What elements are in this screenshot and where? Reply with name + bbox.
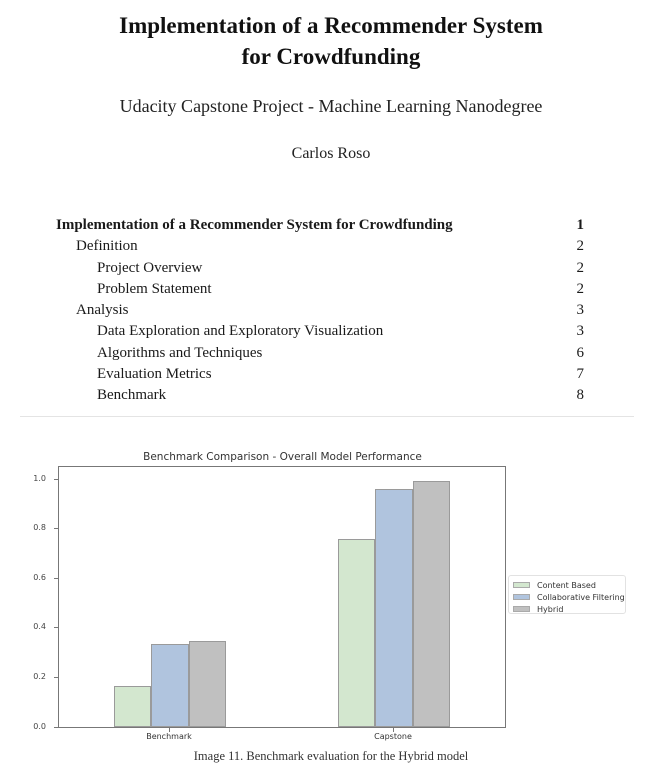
bar-benchmark-content-based xyxy=(114,686,151,727)
toc-entry-label: Evaluation Metrics xyxy=(97,366,212,383)
bar-capstone-content-based xyxy=(338,539,375,727)
title-line-2: for Crowdfunding xyxy=(241,44,421,69)
bar-capstone-collaborative-filtering xyxy=(375,489,413,727)
toc-entry[interactable] xyxy=(56,300,590,321)
toc-entry[interactable] xyxy=(56,258,590,279)
toc-entry-page: 3 xyxy=(576,302,584,319)
toc-entry-label: Problem Statement xyxy=(97,280,212,297)
legend-label: Hybrid xyxy=(537,604,564,614)
toc-entry-label: Analysis xyxy=(76,302,129,319)
legend-label: Content Based xyxy=(537,580,596,590)
legend-item-hybrid xyxy=(513,603,625,615)
toc-entry-label: Implementation of a Recommender System for Crowdfunding xyxy=(56,217,453,233)
toc-entry-page: 1 xyxy=(576,217,584,233)
toc-entry[interactable] xyxy=(56,236,590,257)
toc-entry-page: 2 xyxy=(576,238,584,255)
toc-entry-label: Definition xyxy=(76,238,138,255)
page-divider xyxy=(20,416,634,417)
y-tick-label: 0.4 xyxy=(33,622,46,631)
y-tick-label: 0.8 xyxy=(33,523,46,532)
toc-entry-label: Project Overview xyxy=(97,259,203,276)
document-title xyxy=(0,10,662,72)
toc-entry-label: Algorithms and Techniques xyxy=(97,344,263,361)
figure-caption: Image 11. Benchmark evaluation for the Hybrid model xyxy=(193,749,469,763)
chart-legend xyxy=(508,575,626,614)
chart-title: Benchmark Comparison - Overall Model Performance xyxy=(143,451,422,463)
toc-entry-page: 2 xyxy=(576,259,584,276)
toc-entry-page: 8 xyxy=(576,387,584,404)
toc-entry-page: 3 xyxy=(576,323,584,340)
y-tick-label: 0.6 xyxy=(33,573,46,582)
toc-entry[interactable] xyxy=(56,385,590,406)
toc-entry[interactable] xyxy=(56,321,590,342)
document-author: Carlos Roso xyxy=(291,145,371,162)
toc-entry-label: Benchmark xyxy=(97,387,167,404)
bar-capstone-hybrid xyxy=(413,481,450,727)
bar-benchmark-collaborative-filtering xyxy=(151,644,189,727)
legend-label: Collaborative Filtering xyxy=(537,592,625,602)
x-tick-label: Capstone xyxy=(374,732,412,741)
x-tick-label: Benchmark xyxy=(146,732,192,741)
y-tick-label: 1.0 xyxy=(33,474,46,483)
y-tick-label: 0.0 xyxy=(33,722,46,731)
title-line-1: Implementation of a Recommender System xyxy=(119,13,543,38)
legend-swatch-icon xyxy=(513,606,530,612)
y-tick-label: 0.2 xyxy=(33,672,46,681)
document-subtitle: Udacity Capstone Project - Machine Learning Nanodegree xyxy=(119,96,543,116)
legend-swatch-icon xyxy=(513,594,530,600)
plot-area xyxy=(58,466,506,728)
toc-entry[interactable] xyxy=(56,279,590,300)
toc-entry-page: 7 xyxy=(576,366,584,383)
toc-entry-label: Data Exploration and Exploratory Visualization xyxy=(97,323,384,340)
legend-item-collaborative-filtering xyxy=(513,591,625,603)
table-of-contents xyxy=(56,215,590,404)
toc-entry-page: 2 xyxy=(576,280,584,297)
legend-swatch-icon xyxy=(513,582,530,588)
toc-entry[interactable] xyxy=(56,215,590,236)
legend-item-content-based xyxy=(513,579,625,591)
toc-entry-page: 6 xyxy=(576,344,584,361)
bar-benchmark-hybrid xyxy=(189,641,226,727)
toc-entry[interactable] xyxy=(56,364,590,385)
toc-entry[interactable] xyxy=(56,343,590,364)
